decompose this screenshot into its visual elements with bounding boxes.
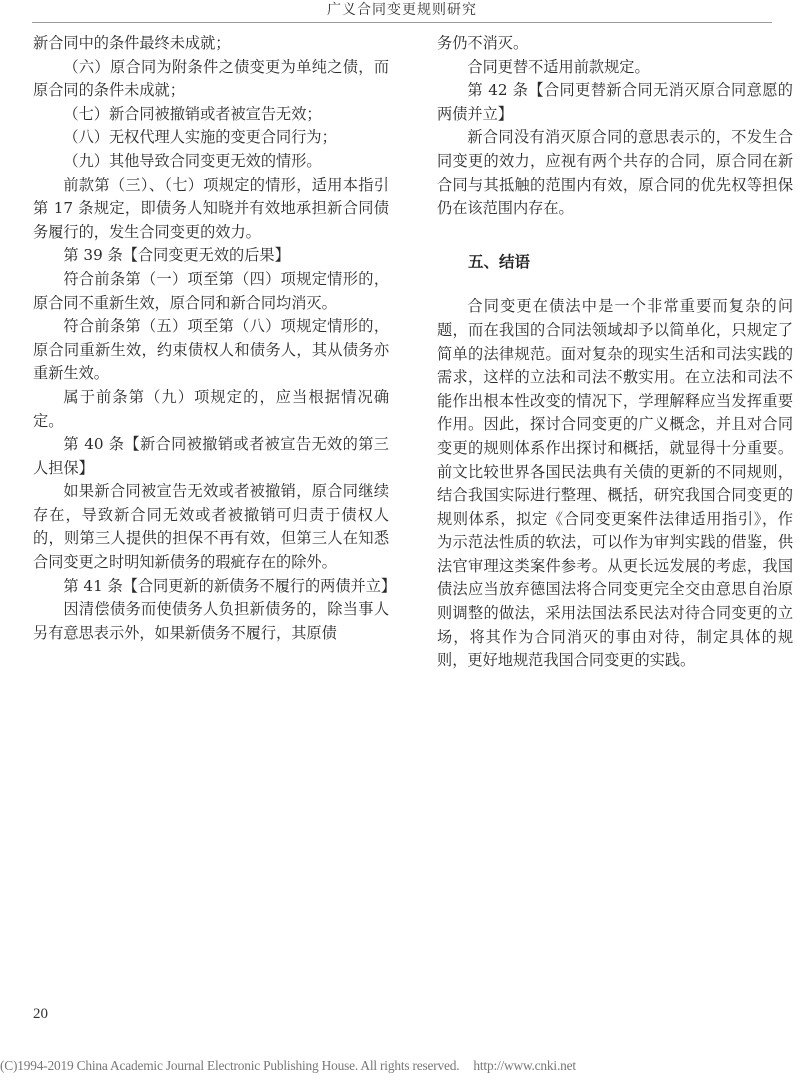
paragraph: 新合同中的条件最终未成就； (33, 34, 231, 52)
paragraph: 新合同没有消灭原合同的意思表示的，不发生合同变更的效力，应视有两个共存的合同，原合同在新合同与其抵触的范围内有效，原合同的优先权等担保仍在该范围内存在。 (437, 128, 793, 218)
paragraph: 符合前条第（一）项至第（四）项规定情形的，原合同不重新生效，原合同和新合同均消灭。 (33, 269, 389, 312)
article-41-title: 第 41 条【合同更新的新债务不履行的两债并立】 (63, 576, 397, 595)
article-39-title: 第 39 条【合同变更无效的后果】 (63, 246, 290, 265)
running-title: 广义合同变更规则研究 (327, 2, 477, 18)
conclusion-paragraph: 合同变更在债法中是一个非常重要而复杂的问题，而在我国的合同法领域却予以简单化，只规定了简单的法律规范。面对复杂的现实生活和司法实践的需求，这样的立法和司法不敷实用。在立法和司法不能作出根本性改变的情况下，学理解释应当发挥重要作用。因此，探讨合同变更的广义概念，并且对合同变更的规则体系作出探讨和概括，就显得十分重要。前文比较世界各国民法典有关债的更新的不同规则，结合我国实际进行整理、概括，研究我国合同变更的规则体系，拟定《合同变更案件法律适用指引》，作为示范法性质的软法，可以作为审判实践的借鉴，供法官审理这类案件参考。从更长远发展的考虑，我国债法应当放弃德国法将合同变更完全交由意思自治原则调整的做法，采用法国法系民法对待合同变更的立场，将其作为合同消灭的事由对待，制定具体的规则，更好地规范我国合同变更的实践。 (437, 297, 793, 670)
page-number: 20 (33, 1006, 48, 1022)
article-40-title: 第 40 条【新合同被撤销或者被宣告无效的第三人担保】 (33, 435, 389, 477)
paragraph: 合同更替不适用前款规定。 (467, 57, 650, 76)
copyright-text: (C)1994-2019 China Academic Journal Electronic Publishing House. All rights reserved. (0, 1058, 460, 1073)
article-42-title: 第 42 条【合同更替新合同无消灭原合同意愿的两债并立】 (437, 81, 793, 123)
paragraph: 属于前条第（九）项规定的，应当根据情况确定。 (33, 387, 389, 430)
list-item-7: （七）新合同被撤销或者被宣告无效； (63, 104, 322, 123)
paragraph: 因清偿债务而使债务人负担新债务的，除当事人另有意思表示外，如果新债务不履行，其原债 (33, 600, 389, 642)
section-heading: 五、结语 (468, 252, 531, 271)
paragraph: 务仍不消灭。 (437, 34, 529, 52)
paragraph: 前款第（三）、（七）项规定的情形，适用本指引第 17 条规定，即债务人知晓并有效地承担新合同债务履行的，发生合同变更的效力。 (33, 175, 389, 241)
running-header (32, 0, 772, 23)
paragraph: 如果新合同被宣告无效或者被撤销，原合同继续存在，导致新合同无效或者被撤销可归责于债权人的，则第三人提供的担保不再有效，但第三人在知悉合同变更之时明知新债务的瑕疵存在的除外。 (33, 482, 389, 572)
left-column (33, 32, 397, 645)
right-column (437, 32, 793, 673)
list-item-9: （九）其他导致合同变更无效的情形。 (63, 151, 322, 170)
footer-url: http://www.cnki.net (473, 1058, 576, 1073)
copyright-footer (0, 1058, 800, 1074)
paragraph: 符合前条第（五）项至第（八）项规定情形的，原合同重新生效，约束债权人和债务人，其从债务亦重新生效。 (33, 317, 389, 383)
list-item-6: （六）原合同为附条件之债变更为单纯之债，而原合同的条件未成就； (33, 57, 389, 100)
list-item-8: （八）无权代理人实施的变更合同行为； (63, 128, 337, 147)
